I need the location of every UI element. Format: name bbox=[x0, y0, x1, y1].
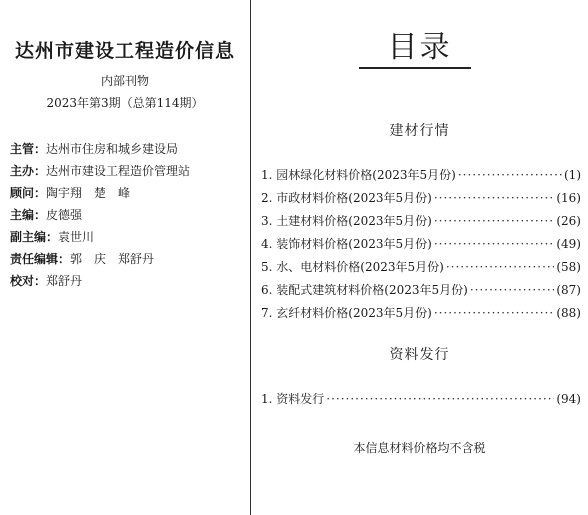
toc-item-page: (26) bbox=[556, 214, 581, 228]
toc-item-text: 5. 水、电材料价格(2023年5月份) bbox=[261, 260, 444, 274]
toc-leader-dots bbox=[434, 302, 555, 325]
toc-leader-dots bbox=[470, 279, 555, 302]
toc-item-page: (58) bbox=[556, 260, 581, 274]
toc-item-text: 6. 装配式建筑材料价格(2023年5月份) bbox=[261, 283, 468, 297]
toc-leader-dots bbox=[446, 256, 555, 279]
toc-item-page: (16) bbox=[556, 191, 581, 205]
credit-label: 校对： bbox=[10, 274, 47, 288]
credits-list bbox=[10, 138, 190, 292]
publication-info-panel bbox=[0, 0, 250, 515]
tax-note: 本信息材料价格均不含税 bbox=[353, 441, 486, 455]
section-title-publications: 资料发行 bbox=[389, 347, 450, 363]
credit-label: 责任编辑： bbox=[10, 252, 71, 266]
publication-title: 达州市建设工程造价信息 bbox=[14, 40, 235, 62]
toc-item[interactable] bbox=[261, 164, 581, 187]
toc-leader-dots bbox=[434, 210, 555, 233]
credit-row-proofreader bbox=[10, 270, 190, 292]
toc-list-material-prices bbox=[261, 164, 581, 325]
toc-item[interactable] bbox=[261, 279, 581, 302]
credit-row-responsible-editor bbox=[10, 248, 190, 270]
toc-item-page: (88) bbox=[556, 306, 581, 320]
credit-row-supervisor bbox=[10, 138, 190, 160]
credit-value: 陶宇翔 楚 峰 bbox=[46, 186, 131, 200]
toc-item-page: (94) bbox=[556, 392, 581, 406]
toc-item[interactable] bbox=[261, 233, 581, 256]
credit-row-deputy-editor bbox=[10, 226, 190, 248]
credit-label: 主编： bbox=[10, 208, 47, 222]
toc-item[interactable] bbox=[261, 302, 581, 325]
section-title-material-prices: 建材行情 bbox=[389, 123, 450, 139]
credit-label: 顾问： bbox=[10, 186, 47, 200]
toc-item[interactable] bbox=[261, 210, 581, 233]
credit-row-sponsor bbox=[10, 160, 190, 182]
toc-heading-underline bbox=[359, 67, 471, 69]
toc-item[interactable] bbox=[261, 388, 581, 411]
credit-value: 达州市建设工程造价管理站 bbox=[46, 164, 191, 178]
credit-value: 郭 庆 郑舒丹 bbox=[70, 252, 155, 266]
toc-item-page: (87) bbox=[556, 283, 581, 297]
credit-row-editor-in-chief bbox=[10, 204, 190, 226]
toc-item-text: 7. 玄纤材料价格(2023年5月份) bbox=[261, 306, 432, 320]
toc-heading: 目录 bbox=[387, 30, 452, 65]
toc-list-publications bbox=[261, 388, 581, 411]
toc-leader-dots bbox=[326, 388, 554, 411]
toc-leader-dots bbox=[458, 164, 562, 187]
toc-item-text: 1. 资料发行 bbox=[261, 392, 325, 406]
credit-value: 郑舒丹 bbox=[46, 274, 83, 288]
credit-label: 副主编： bbox=[10, 230, 59, 244]
credit-label: 主办： bbox=[10, 164, 47, 178]
table-of-contents-panel bbox=[251, 0, 588, 515]
toc-item-page: (1) bbox=[564, 168, 581, 182]
credit-label: 主管： bbox=[10, 142, 47, 156]
credit-row-advisor bbox=[10, 182, 190, 204]
toc-item-text: 4. 装饰材料价格(2023年5月份) bbox=[261, 237, 432, 251]
toc-item-page: (49) bbox=[556, 237, 581, 251]
toc-leader-dots bbox=[434, 187, 555, 210]
toc-item[interactable] bbox=[261, 256, 581, 279]
toc-item-text: 2. 市政材料价格(2023年5月份) bbox=[261, 191, 432, 205]
publication-subtitle: 内部刊物 bbox=[100, 74, 149, 88]
credit-value: 皮德强 bbox=[46, 208, 83, 222]
credit-value: 袁世川 bbox=[58, 230, 95, 244]
toc-item[interactable] bbox=[261, 187, 581, 210]
credit-value: 达州市住房和城乡建设局 bbox=[46, 142, 179, 156]
toc-leader-dots bbox=[434, 233, 555, 256]
toc-item-text: 1. 园林绿化材料价格(2023年5月份) bbox=[261, 168, 456, 182]
publication-issue: 2023年第3期（总第114期） bbox=[46, 96, 204, 110]
toc-item-text: 3. 土建材料价格(2023年5月份) bbox=[261, 214, 432, 228]
